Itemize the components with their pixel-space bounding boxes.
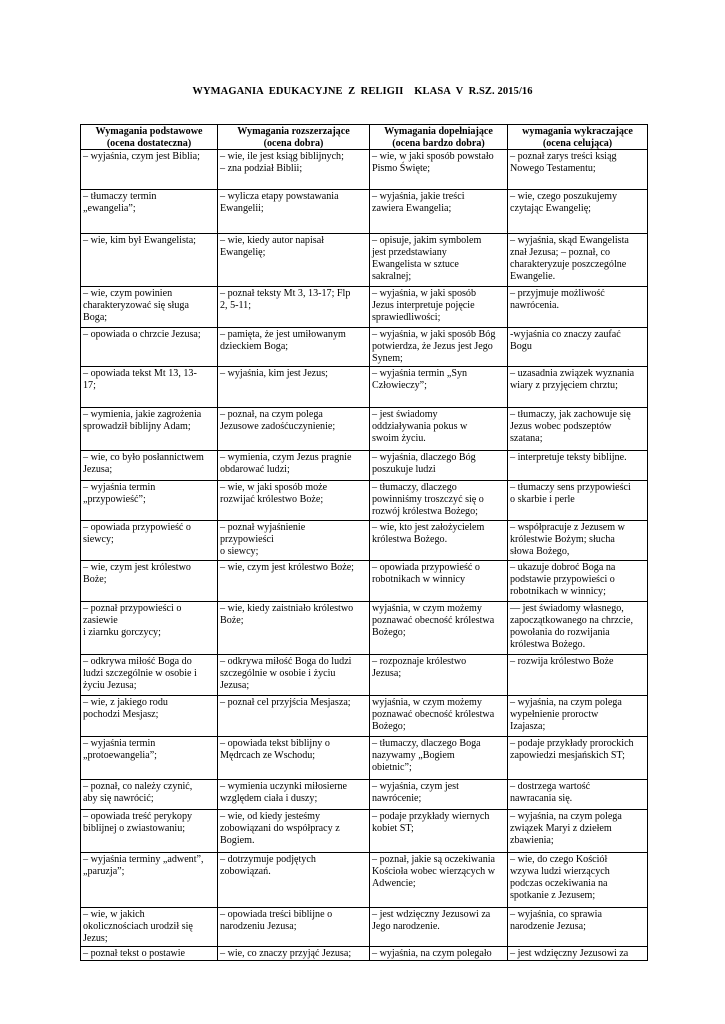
cell-basic: – poznał przypowieści o zasiewie i ziarnku gorczycy; (81, 602, 218, 655)
cell-supplementary: – opisuje, jakim symbolem jest przedstawiany Ewangelista w sztuce sakralnej; (370, 234, 508, 287)
cell-basic: – wie, w jakich okolicznościach urodził się Jezus; (81, 908, 218, 947)
table-row (81, 908, 648, 947)
table-row (81, 780, 648, 810)
cell-exceeding: – uzasadnia związek wyznania wiary z przyjęciem chrztu; (508, 367, 648, 408)
cell-basic: – poznał, co należy czynić, aby się nawrócić; (81, 780, 218, 810)
cell-supplementary: – wyjaśnia, w jaki sposób Bóg potwierdza, że Jezus jest Jego Synem; (370, 328, 508, 367)
cell-basic: – wie, czym powinien charakteryzować się sługa Boga; (81, 287, 218, 328)
cell-exceeding: – jest wdzięczny Jezusowi za (508, 947, 648, 961)
cell-exceeding: – wie, czego poszukujemy czytając Ewangelię; (508, 190, 648, 234)
cell-exceeding: – przyjmuje możliwość nawrócenia. (508, 287, 648, 328)
cell-basic: – wie, czym jest królestwo Boże; (81, 561, 218, 602)
cell-extended: – pamięta, że jest umiłowanym dzieckiem Boga; (218, 328, 370, 367)
cell-basic: – wie, co było posłannictwem Jezusa; (81, 451, 218, 481)
table-row (81, 451, 648, 481)
cell-supplementary: – wyjaśnia, na czym polegało (370, 947, 508, 961)
table-row (81, 561, 648, 602)
cell-exceeding: – tłumaczy sens przypowieści o skarbie i perle (508, 481, 648, 521)
cell-extended: – wylicza etapy powstawania Ewangelii; (218, 190, 370, 234)
cell-extended: – wie, ile jest ksiąg biblijnych; – zna podział Biblii; (218, 150, 370, 190)
table-row (81, 234, 648, 287)
cell-exceeding: –– jest świadomy własnego, zapoczątkowanego na chrzcie, powołania do rozwijania królestwa Bożego. (508, 602, 648, 655)
table-row (81, 602, 648, 655)
table-row (81, 655, 648, 696)
cell-exceeding: – tłumaczy, jak zachowuje się Jezus wobec podszeptów szatana; (508, 408, 648, 451)
table-body (81, 150, 648, 961)
header-supplementary: Wymagania dopełniające (ocena bardzo dobra) (370, 125, 508, 150)
cell-supplementary: wyjaśnia, w czym możemy poznawać obecność królestwa Bożego; (370, 602, 508, 655)
cell-extended: – wie, od kiedy jesteśmy zobowiązani do współpracy z Bogiem. (218, 810, 370, 853)
cell-basic: – opowiada o chrzcie Jezusa; (81, 328, 218, 367)
cell-basic: – wyjaśnia, czym jest Biblia; (81, 150, 218, 190)
table-header-row (81, 125, 648, 150)
cell-supplementary: – wyjaśnia, czym jest nawrócenie; (370, 780, 508, 810)
cell-supplementary: – opowiada przypowieść o robotnikach w winnicy (370, 561, 508, 602)
cell-supplementary: – wyjaśnia, w jaki sposób Jezus interpretuje pojęcie sprawiedliwości; (370, 287, 508, 328)
cell-basic: – poznał tekst o postawie (81, 947, 218, 961)
cell-exceeding: – współpracuje z Jezusem w królestwie Bożym; słucha słowa Bożego, (508, 521, 648, 561)
cell-basic: – wyjaśnia termin „przypowieść”; (81, 481, 218, 521)
table-row (81, 810, 648, 853)
table-row (81, 367, 648, 408)
cell-basic: – wymienia, jakie zagrożenia sprowadził biblijny Adam; (81, 408, 218, 451)
table-row (81, 696, 648, 737)
cell-supplementary: – rozpoznaje królestwo Jezusa; (370, 655, 508, 696)
document-title: WYMAGANIA EDUKACYJNE Z RELIGII KLASA V R.SZ. 2015/16 (192, 86, 533, 97)
cell-extended: – wie, w jaki sposób może rozwijać królestwo Boże; (218, 481, 370, 521)
table-row (81, 328, 648, 367)
table-row (81, 737, 648, 780)
cell-basic: – tłumaczy termin „ewangelia”; (81, 190, 218, 234)
cell-exceeding: – dostrzega wartość nawracania się. (508, 780, 648, 810)
cell-exceeding: – wyjaśnia, na czym polega wypełnienie proroctw Izajasza; (508, 696, 648, 737)
cell-supplementary: – wyjaśnia, dlaczego Bóg poszukuje ludzi (370, 451, 508, 481)
cell-exceeding: – poznał zarys treści ksiąg Nowego Testamentu; (508, 150, 648, 190)
table-row (81, 947, 648, 961)
cell-exceeding: – wyjaśnia, skąd Ewangelista znał Jezusa; – poznał, co charakteryzuje poszczególne Ewangelie. (508, 234, 648, 287)
cell-extended: – wie, kiedy autor napisał Ewangelię; (218, 234, 370, 287)
cell-exceeding: – wyjaśnia, na czym polega związek Maryi z dziełem zbawienia; (508, 810, 648, 853)
cell-supplementary: – wie, w jaki sposób powstało Pismo Święte; (370, 150, 508, 190)
table-row (81, 853, 648, 908)
table-row (81, 287, 648, 328)
header-exceeding: wymagania wykraczające (ocena celująca) (508, 125, 648, 150)
cell-extended: – wymienia uczynki miłosierne względem ciała i duszy; (218, 780, 370, 810)
cell-basic: – wyjaśnia terminy „adwent”, „paruzja”; (81, 853, 218, 908)
cell-exceeding: – wyjaśnia, co sprawia narodzenie Jezusa; (508, 908, 648, 947)
cell-extended: – wie, czym jest królestwo Boże; (218, 561, 370, 602)
cell-supplementary: – tłumaczy, dlaczego Boga nazywamy „Bogiem obietnic”; (370, 737, 508, 780)
cell-basic: – wie, z jakiego rodu pochodzi Mesjasz; (81, 696, 218, 737)
cell-supplementary: – wyjaśnia, jakie treści zawiera Ewangelia; (370, 190, 508, 234)
cell-extended: – opowiada treści biblijne o narodzeniu Jezusa; (218, 908, 370, 947)
cell-exceeding: – ukazuje dobroć Boga na podstawie przypowieści o robotnikach w winnicy; (508, 561, 648, 602)
cell-basic: – opowiada treść perykopy biblijnej o zwiastowaniu; (81, 810, 218, 853)
cell-extended: – opowiada tekst biblijny o Mędrcach ze Wschodu; (218, 737, 370, 780)
cell-extended: – wie, kiedy zaistniało królestwo Boże; (218, 602, 370, 655)
requirements-table (80, 124, 648, 961)
cell-extended: – dotrzymuje podjętych zobowiązań. (218, 853, 370, 908)
cell-extended: – poznał wyjaśnienie przypowieści o siewcy; (218, 521, 370, 561)
table-row (81, 150, 648, 190)
cell-supplementary: – jest świadomy oddziaływania pokus w swoim życiu. (370, 408, 508, 451)
table-row (81, 521, 648, 561)
cell-exceeding: – rozwija królestwo Boże (508, 655, 648, 696)
cell-extended: – wie, co znaczy przyjąć Jezusa; (218, 947, 370, 961)
cell-supplementary: – jest wdzięczny Jezusowi za Jego narodzenie. (370, 908, 508, 947)
cell-supplementary: – wie, kto jest założycielem królestwa Bożego. (370, 521, 508, 561)
cell-supplementary: – wyjaśnia termin „Syn Człowieczy”; (370, 367, 508, 408)
cell-basic: – opowiada przypowieść o siewcy; (81, 521, 218, 561)
cell-extended: – wyjaśnia, kim jest Jezus; (218, 367, 370, 408)
cell-exceeding: – podaje przykłady prorockich zapowiedzi mesjańskich ST; (508, 737, 648, 780)
cell-supplementary: – poznał, jakie są oczekiwania Kościoła wobec wierzących w Adwencie; (370, 853, 508, 908)
cell-extended: – poznał cel przyjścia Mesjasza; (218, 696, 370, 737)
cell-exceeding: – wie, do czego Kościół wzywa ludzi wierzących podczas oczekiwania na spotkanie z Jezusem; (508, 853, 648, 908)
cell-supplementary: wyjaśnia, w czym możemy poznawać obecność królestwa Bożego; (370, 696, 508, 737)
cell-basic: – odkrywa miłość Boga do ludzi szczególnie w osobie i życiu Jezusa; (81, 655, 218, 696)
cell-basic: – wie, kim był Ewangelista; (81, 234, 218, 287)
table-row (81, 190, 648, 234)
table-row (81, 481, 648, 521)
cell-exceeding: – interpretuje teksty biblijne. (508, 451, 648, 481)
header-extended: Wymagania rozszerzające (ocena dobra) (218, 125, 370, 150)
cell-extended: – poznał, na czym polega Jezusowe zadośćuczynienie; (218, 408, 370, 451)
table-row (81, 408, 648, 451)
cell-supplementary: – tłumaczy, dlaczego powinniśmy troszczyć się o rozwój królestwa Bożego; (370, 481, 508, 521)
cell-extended: – odkrywa miłość Boga do ludzi szczególnie w osobie i życiu Jezusa; (218, 655, 370, 696)
cell-basic: – opowiada tekst Mt 13, 13- 17; (81, 367, 218, 408)
header-basic: Wymagania podstawowe (ocena dostateczna) (81, 125, 218, 150)
cell-extended: – poznał teksty Mt 3, 13-17; Flp 2, 5-11; (218, 287, 370, 328)
cell-exceeding: -wyjaśnia co znaczy zaufać Bogu (508, 328, 648, 367)
cell-supplementary: – podaje przykłady wiernych kobiet ST; (370, 810, 508, 853)
cell-basic: – wyjaśnia termin „protoewangelia”; (81, 737, 218, 780)
cell-extended: – wymienia, czym Jezus pragnie obdarować ludzi; (218, 451, 370, 481)
